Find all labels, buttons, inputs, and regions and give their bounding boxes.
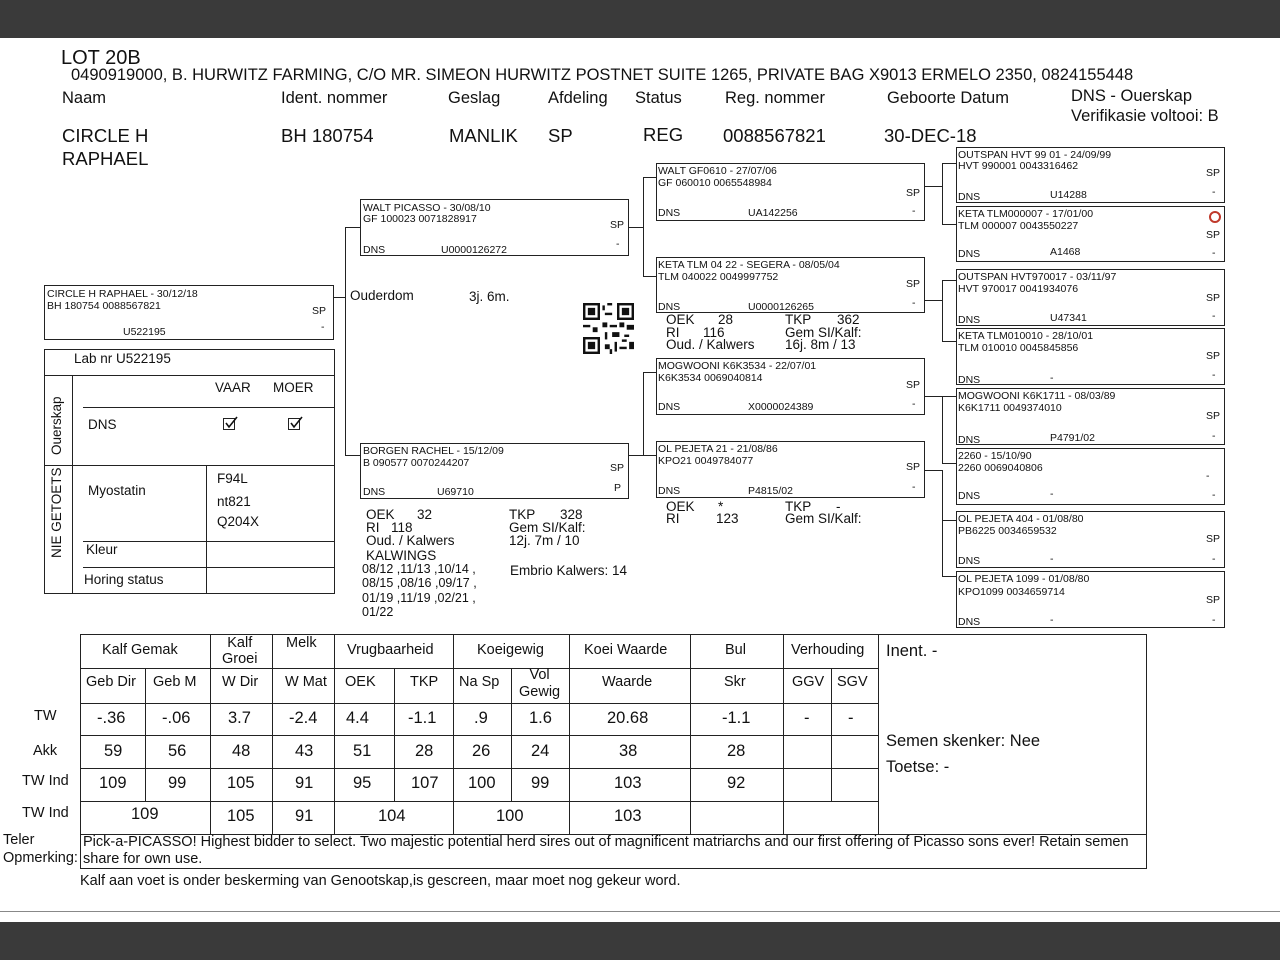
sire-id: GF 100023 0071828917 [363,213,477,225]
dam-dns: DNS [363,486,386,498]
twind-cell: 105 [227,774,255,792]
sire-box [360,199,629,256]
great-dash: - [1212,186,1216,198]
header-reg: Reg. nommer [725,89,825,107]
grand-title: MOGWOONI K6K3534 - 22/07/01 [658,360,817,372]
akk-cell: 51 [353,742,372,760]
grand-id: KPO21 0049784077 [658,455,754,467]
lab-myostatin-label: Myostatin [88,483,146,498]
subject-sp: SP [312,305,327,317]
sire-ri-label: RI [666,325,680,340]
great-title: OUTSPAN HVT970017 - 03/11/97 [958,271,1117,283]
great-code: - [1050,372,1054,384]
grand-title: WALT GF0610 - 27/07/06 [658,165,777,177]
great-dns: DNS [958,374,981,386]
group-kalf-groei: Kalf Groei [222,635,258,667]
dam-id: B 090577 0070244207 [363,457,470,469]
col-header: Skr [724,674,746,690]
great-dash: - [1212,614,1216,626]
sire-sp: SP [610,219,625,231]
col-header: SGV [837,674,868,690]
akk-cell: 28 [727,742,746,760]
twind-cell: 91 [295,774,314,792]
animal-name-2: RAPHAEL [62,148,149,169]
lab-vaar-header: VAAR [215,380,251,395]
row-label-twind: TW Ind [22,773,69,789]
akk-cell: 48 [232,742,251,760]
col-header: TKP [410,674,439,690]
subject-title: CIRCLE H RAPHAEL - 30/12/18 [47,288,198,300]
great-dns: DNS [958,434,981,446]
sire-oek-label: OEK [666,312,695,327]
sire-code: U0000126272 [441,244,507,256]
great-grandparent-box-4 [956,328,1225,385]
grand-sp: SP [906,187,921,199]
myostatin-allele: F94L [217,471,248,486]
grand-code: UA142256 [748,207,798,219]
animal-reg: 0088567821 [723,125,826,146]
dam-tkp-value: 328 [560,507,583,522]
ouderdom-value: 3j. 6m. [469,289,510,304]
grand-code: P4815/02 [748,485,793,497]
sire-ri-value: 116 [703,325,725,340]
grand-title: KETA TLM 04 22 - SEGERA - 08/05/04 [658,259,840,271]
sire-dash: - [616,238,620,250]
twind-cell: 109 [99,774,127,792]
lab-horing-label: Horing status [84,572,164,587]
calving-dates-line: 01/19 ,11/19 ,02/21 , [362,591,476,605]
inent-label: Inent. - [886,642,938,660]
group-koei-waarde: Koei Waarde [584,642,668,658]
grand-dash: - [912,481,916,493]
grandsire-paternal-box [656,163,925,221]
great-title: KETA TLM000007 - 17/01/00 [958,208,1094,220]
calving-dates-line: 08/12 ,11/13 ,10/14 , [362,562,476,576]
grand-ri-value: 123 [716,511,739,526]
twind-group-cell: 105 [227,807,255,825]
sire-tkp-value: 362 [837,312,860,327]
dam-tkp-label: TKP [509,507,536,522]
dam-oud-label: Oud. / Kalwers [366,533,455,548]
lab-ouerskap-label: Ouerskap [49,396,64,455]
animal-afdeling: SP [548,125,573,146]
granddam-maternal-box [656,441,925,498]
sire-oud-value: 16j. 8m / 13 [785,337,856,352]
header-naam: Naam [62,89,107,107]
animal-geslag: MANLIK [449,125,518,146]
great-sp: SP [1206,594,1221,606]
header-dns-ouerskap: DNS - Ouerskap [1071,87,1193,105]
row-label-tw: TW [34,708,57,724]
animal-name-1: CIRCLE H [62,125,149,146]
tw-cell: -1.1 [408,709,437,727]
great-grandparent-box-6 [956,448,1225,505]
great-title: MOGWOONI K6K1711 - 08/03/89 [958,390,1116,402]
dam-code: U69710 [437,486,474,498]
great-title: OL PEJETA 1099 - 01/08/80 [958,573,1090,585]
dam-ri-label: RI [366,520,380,535]
lot-number: LOT 20B [61,47,141,69]
header-afdeling: Afdeling [548,89,608,107]
tw-cell: 3.7 [228,709,251,727]
remarks-teler-label: Teler [3,832,35,848]
grand-oek-value: * [718,499,724,514]
great-dash: - [1212,430,1216,442]
twind-group-cell: 104 [378,807,406,825]
akk-cell: 24 [531,742,550,760]
tw-cell: - [804,709,810,727]
great-sp: SP [1206,167,1221,179]
row-label-akk: Akk [33,743,58,759]
great-dns: DNS [958,314,981,326]
animal-geboorte: 30-DEC-18 [884,125,977,146]
dam-sp: SP [610,462,625,474]
remarks-opmerking-label: Opmerking: [3,850,78,866]
twind-group-cell: 91 [295,807,314,825]
ouderdom-label: Ouderdom [350,288,414,303]
akk-cell: 26 [472,742,491,760]
footer-note: Kalf aan voet is onder beskerming van Genootskap,is gescreen, maar moet nog gekeur word. [80,873,681,889]
vaar-checkbox [223,418,235,430]
grand-dash: - [912,297,916,309]
col-header: W Mat [285,674,327,690]
grand-id: GF 060010 0065548984 [658,177,772,189]
great-sp: SP [1206,533,1221,545]
akk-cell: 28 [415,742,434,760]
header-geboorte: Geboorte Datum [887,89,1009,107]
great-grandparent-box-5 [956,388,1225,445]
twind-cell: 99 [531,774,550,792]
grand-ri-label: RI [666,511,680,526]
semen-skenker: Semen skenker: Nee [886,732,1041,750]
tw-cell: 1.6 [529,709,552,727]
great-id: K6K1711 0049374010 [958,402,1062,414]
great-sp: SP [1206,229,1221,241]
great-dash: - [1212,310,1216,322]
col-header: OEK [345,674,376,690]
col-header: Na Sp [459,674,500,690]
twind-group-cell: 100 [496,807,524,825]
dam-kalwings-label: KALWINGS [366,548,437,563]
subject-code: U522195 [123,326,166,338]
calving-dates-line: 08/15 ,08/16 ,09/17 , [362,576,477,590]
dam-oek-label: OEK [366,507,395,522]
sire-tkp-label: TKP [785,312,812,327]
great-sp: SP [1206,410,1221,422]
great-title: KETA TLM010010 - 28/10/01 [958,330,1094,342]
owner-details: 0490919000, B. HURWITZ FARMING, C/O MR. SIMEON HURWITZ POSTNET SUITE 1265, PRIVATE BAG X9013 ERMELO 2350, 0824155448 [71,66,1134,84]
row-label-twind-2: TW Ind [22,805,69,821]
header-verifikasie: Verifikasie voltooi: B [1071,107,1219,125]
tw-cell: - [848,709,854,727]
great-id: PB6225 0034659532 [958,525,1057,537]
akk-cell: 56 [168,742,187,760]
great-id: HVT 990001 0043316462 [958,160,1079,172]
grand-sp: SP [906,461,921,473]
twind-cell: 107 [411,774,439,792]
viewer-bottom-bar [0,922,1280,960]
grand-dns: DNS [658,485,681,497]
tw-cell: 20.68 [607,709,649,727]
great-title: OL PEJETA 404 - 01/08/80 [958,513,1084,525]
akk-cell: 43 [295,742,314,760]
twind-cell: 103 [614,774,642,792]
lab-dns-label: DNS [88,417,117,432]
calving-dates-line: 01/22 [362,605,394,619]
dam-box [360,443,629,499]
myostatin-allele: nt821 [217,494,251,509]
group-koeigewig: Koeigewig [477,642,544,658]
sire-gem-label: Gem SI/Kalf: [785,325,862,340]
tw-cell: -.36 [97,709,126,727]
grand-sp: SP [906,278,921,290]
great-id: TLM 010010 0045845856 [958,342,1079,354]
subject-dash: - [321,321,325,333]
great-code: A1468 [1050,246,1081,258]
great-dash: - [1212,489,1216,501]
sire-oud-label: Oud. / Kalwers [666,337,755,352]
col-header: Geb M [153,674,197,690]
great-dns: DNS [958,616,981,628]
tw-cell: 4.4 [346,709,369,727]
great-code: - [1050,488,1054,500]
lab-number: Lab nr U522195 [74,351,171,366]
great-grandparent-box-8 [956,571,1225,628]
lab-moer-header: MOER [273,380,314,395]
dam-title: BORGEN RACHEL - 15/12/09 [363,445,504,457]
great-title: OUTSPAN HVT 99 01 - 24/09/99 [958,149,1112,161]
grand-tkp-label: TKP [785,499,812,514]
dam-oek-value: 32 [417,507,433,522]
lab-kleur-label: Kleur [86,542,118,557]
grand-dns: DNS [658,401,681,413]
animal-status: REG [643,124,684,145]
group-bul: Bul [725,642,746,658]
great-dns: DNS [958,248,981,260]
col-header: Waarde [602,674,653,690]
grand-title: OL PEJETA 21 - 21/08/86 [658,443,778,455]
grand-gem-label: Gem SI/Kalf: [785,511,862,526]
header-status: Status [635,89,682,107]
grand-code: X0000024389 [748,401,814,413]
header-ident: Ident. nommer [281,89,388,107]
great-sp: - [1206,470,1210,482]
akk-cell: 38 [619,742,638,760]
great-dash: - [1212,553,1216,565]
sire-title: WALT PICASSO - 30/08/10 [363,202,491,214]
great-dns: DNS [958,191,981,203]
great-grandparent-box-1 [956,147,1225,203]
page-bottom-rule [0,911,1280,912]
animal-ident: BH 180754 [281,125,374,146]
grand-sp: SP [906,379,921,391]
tw-cell: .9 [474,709,488,727]
remarks-text: Pick-a-PICASSO! Highest bidder to select. Two majestic potential herd sires out of magnificent matriarchs and our first offering of Picasso sons ever! Retain semen share for own use. [83,834,1129,867]
group-vrugbaarheid: Vrugbaarheid [347,642,434,658]
twind-cell: 92 [727,774,746,792]
great-dash: - [1212,247,1216,259]
dam-p: P [614,482,622,494]
grand-dash: - [912,398,916,410]
lab-nie-getoets-label: NIE GETOETS [49,467,64,558]
col-header: W Dir [222,674,259,690]
great-id: KPO1099 0034659714 [958,586,1065,598]
great-dns: DNS [958,490,981,502]
great-id: TLM 000007 0043550227 [958,220,1079,232]
viewer-top-bar [0,0,1280,38]
dam-oud-value: 12j. 7m / 10 [509,533,580,548]
group-kalf-gemak: Kalf Gemak [102,642,178,658]
col-header: GGV [792,674,825,690]
great-grandparent-box-3 [956,269,1225,326]
tw-cell: -1.1 [722,709,751,727]
group-melk: Melk [286,635,317,651]
qr-code-icon [582,303,635,354]
subject-id: BH 180754 0088567821 [47,300,161,312]
red-seal-icon [1209,211,1221,223]
col-header: Geb Dir [86,674,136,690]
great-code: - [1050,614,1054,626]
dam-gem-label: Gem SI/Kalf: [509,520,586,535]
twind-group-cell: 109 [131,805,159,823]
twind-cell: 100 [468,774,496,792]
grand-oek-label: OEK [666,499,695,514]
grand-dash: - [912,205,916,217]
grand-code: U0000126265 [748,301,814,313]
granddam-paternal-box [656,257,925,313]
header-geslag: Geslag [448,89,501,107]
sire-oek-value: 28 [718,312,734,327]
twind-cell: 99 [168,774,187,792]
pedigree-subject-box [44,285,334,340]
great-code: U47341 [1050,312,1087,324]
great-title: 2260 - 15/10/90 [958,450,1032,462]
dam-embrio: Embrio Kalwers: 14 [510,563,628,578]
great-code: P4791/02 [1050,432,1095,444]
col-header: Vol Gewig [519,667,561,700]
grand-id: TLM 040022 0049997752 [658,271,779,283]
great-id: 2260 0069040806 [958,462,1043,474]
grand-id: K6K3534 0069040814 [658,372,763,384]
great-sp: SP [1206,350,1221,362]
tw-cell: -.06 [162,709,191,727]
great-dns: DNS [958,555,981,567]
great-id: HVT 970017 0041934076 [958,283,1079,295]
toetse-label: Toetse: - [886,758,950,776]
tw-cell: -2.4 [289,709,318,727]
great-code: - [1050,553,1054,565]
great-grandparent-box-2 [956,206,1225,262]
grand-tkp-value: - [836,499,841,514]
great-code: U14288 [1050,189,1087,201]
grand-dns: DNS [658,301,681,313]
great-sp: SP [1206,292,1221,304]
akk-cell: 59 [104,742,123,760]
twind-cell: 95 [353,774,372,792]
great-grandparent-box-7 [956,511,1225,568]
great-dash: - [1212,369,1216,381]
myostatin-allele: Q204X [217,514,260,529]
twind-group-cell: 103 [614,807,642,825]
grandsire-maternal-box [656,358,925,415]
grand-dns: DNS [658,207,681,219]
moer-checkbox [288,418,300,430]
group-verhouding: Verhouding [791,642,865,658]
dam-ri-value: 118 [391,520,413,535]
sire-dns: DNS [363,244,386,256]
